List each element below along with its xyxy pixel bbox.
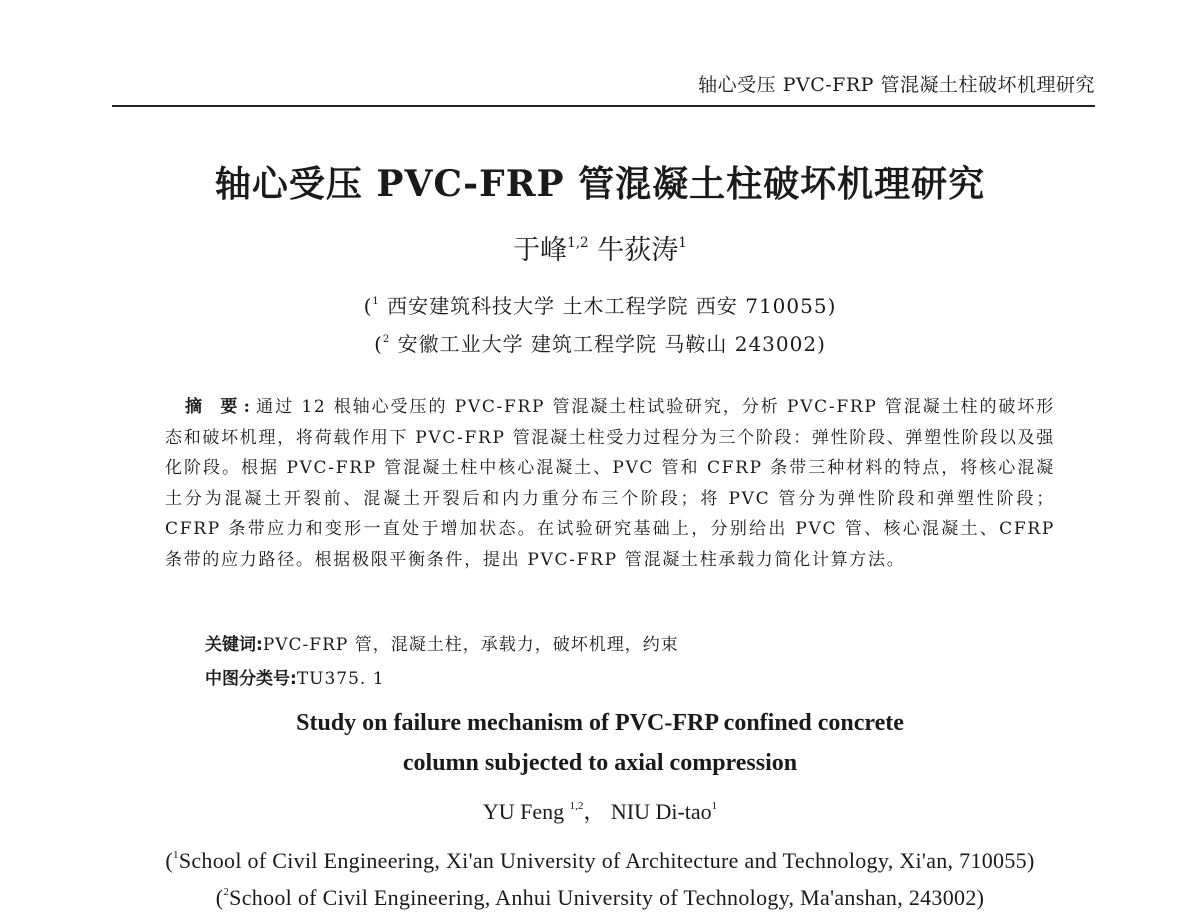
clc-label: 中图分类号: xyxy=(205,669,297,689)
english-affiliation-1: ($^1$School of Civil Engineering, Xi'an University of Architecture and Technology, Xi'an, 710055) xyxy=(165,848,1035,873)
paper-title: 轴心受压 PVC-FRP 管混凝土柱破坏机理研究 xyxy=(214,163,986,205)
keywords-text: PVC-FRP 管，混凝土柱，承载力，破坏机理，约束 xyxy=(262,635,679,655)
affil-mark: 1 xyxy=(372,296,380,307)
english-author-2-mark: 1 xyxy=(711,800,718,813)
english-affil-text: School of Civil Engineering, Xi'an University of Architecture and Technology, Xi'an, 710055 xyxy=(178,848,1027,873)
running-header: 轴心受压 PVC-FRP 管混凝土柱破坏机理研究 xyxy=(698,74,1095,96)
english-title xyxy=(0,703,1200,783)
english-author-1-mark: 1,2 xyxy=(569,800,584,813)
author-name: 牛荻涛 xyxy=(597,235,679,266)
english-affiliation-2: ($^2$School of Civil Engineering, Anhui University of Technology, Ma'anshan, 243002) xyxy=(215,885,985,910)
affiliation-2: ($^2$ 安徽工业大学 建筑工程学院 马鞍山 243002) xyxy=(374,332,826,356)
abstract xyxy=(165,392,1055,575)
english-title-line-2: column subjected to axial compression xyxy=(402,750,798,776)
abstract-text: 通过 12 根轴心受压的 PVC-FRP 管混凝土柱试验研究，分析 PVC-FRP 管混凝土柱的破坏形态和破坏机理，将荷载作用下 PVC-FRP 管混凝土柱受力过程分为三个阶段：弹性阶段、弹塑性阶段以及强化阶段。根据 PVC-FRP 管混凝土柱中核心混凝土、PVC 管和 CFRP 条带三种材料的特点，将核心混凝土分为混凝土开裂前、混凝土开裂后和内力重分布三个阶段；将 PVC 管分为弹性阶段和弹塑性阶段；CFRP 条带应力和变形一直处于增加状态。在试验研究基础上，分别给出 PVC 管、核心混凝土、CFRP 条带的应力路径。根据极限平衡条件，提出 PVC-FRP 管混凝土柱承载力简化计算方法。 xyxy=(165,397,1056,570)
english-affil-mark: 2 xyxy=(223,886,230,899)
english-title-line-1: Study on failure mechanism of PVC-FRP confined concrete xyxy=(296,710,904,736)
author-affil-mark: 1,2 xyxy=(567,234,589,251)
author-name: 于峰 xyxy=(513,235,568,266)
keywords-line xyxy=(205,630,679,655)
english-affil-mark: 1 xyxy=(173,849,179,862)
english-author-line xyxy=(0,795,1200,826)
affil-text: 安徽工业大学 建筑工程学院 马鞍山 243002 xyxy=(397,332,818,356)
english-affil-text: School of Civil Engineering, Anhui University of Technology, Ma'anshan, 243002 xyxy=(229,885,977,910)
abstract-label: 摘 要: xyxy=(185,397,256,417)
affil-text: 西安建筑科技大学 土木工程学院 西安 710055 xyxy=(387,294,828,318)
affiliation-1: ($^1$ 西安建筑科技大学 土木工程学院 西安 710055) xyxy=(363,294,837,318)
author-separator: ， xyxy=(583,799,606,824)
affil-mark: 2 xyxy=(382,334,391,345)
clc-line xyxy=(205,664,385,689)
keywords-label: 关键词: xyxy=(205,635,263,655)
author-affil-mark: 1 xyxy=(678,234,687,251)
author-line xyxy=(0,228,1200,267)
header-rule xyxy=(112,105,1095,107)
english-author-2: NIU Di-tao xyxy=(610,799,712,824)
english-author-1: YU Feng xyxy=(482,799,565,824)
clc-text: TU375. 1 xyxy=(296,669,385,689)
